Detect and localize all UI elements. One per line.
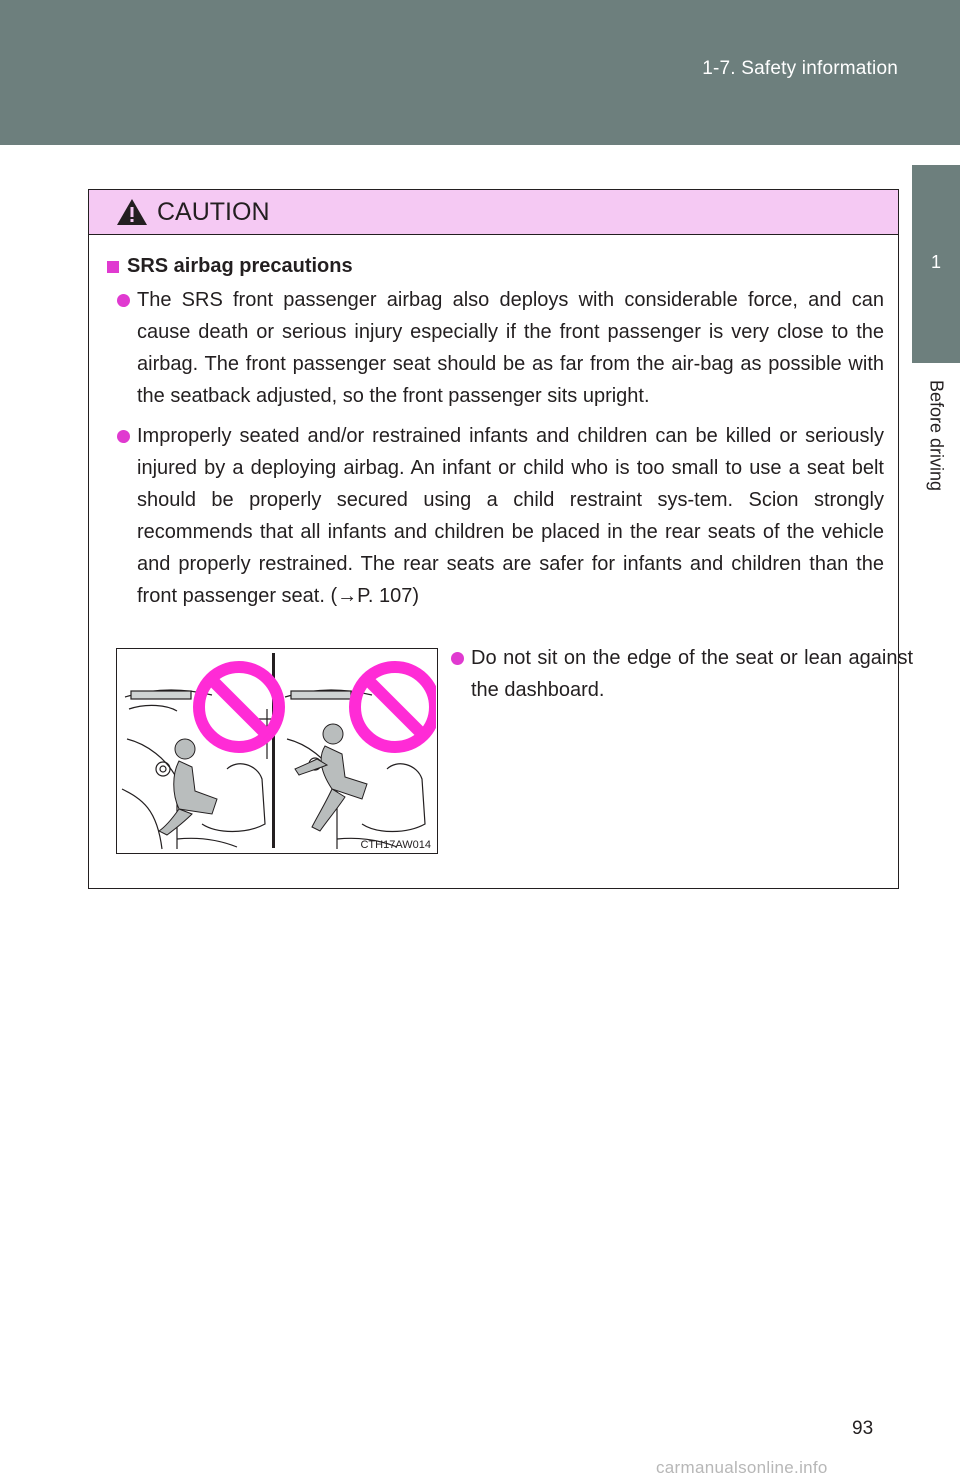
bullet-text: Improperly seated and/or restrained infants and children can be killed or seriously injured by a deploying airbag. An infant or child who is too small to use a seat belt should be properly secured using a child restraint sys-tem. Scion strongly recommends that all infants and children be placed in the rear seats of the vehicle and properly restrained. The rear seats are safer for infants and children than the front passenger seat. (→P. 107) <box>137 425 884 607</box>
caution-content <box>89 235 898 612</box>
square-bullet-icon <box>107 261 119 273</box>
subheading-text: SRS airbag precautions <box>127 255 353 277</box>
subheading <box>107 255 884 278</box>
bullet-item <box>107 284 884 412</box>
caution-header <box>89 190 898 235</box>
caution-box <box>88 189 913 889</box>
figure-bullet-text: Do not sit on the edge of the seat or lean against the dashboard. <box>471 647 913 701</box>
prohibition-sign-icon <box>355 667 435 747</box>
figure-code: CTH17AW014 <box>360 839 431 851</box>
bullet-text: The SRS front passenger airbag also deploys with considerable force, and can cause death or serious injury especially if the front passenger is very close to the airbag. The front passenger seat should be as far from the air-bag as possible with the seatback adjusted, so the front passenger sits upright. <box>137 289 884 407</box>
warning-triangle-icon <box>115 197 149 227</box>
section-title: 1-7. Safety information <box>702 58 898 79</box>
caution-label: CAUTION <box>157 197 270 226</box>
watermark: carmanualsonline.info <box>656 1458 828 1477</box>
left-person <box>159 739 217 835</box>
chapter-name: Before driving <box>926 380 947 492</box>
right-person <box>295 724 367 831</box>
bullet-dot-icon <box>117 294 130 307</box>
improper-seating-illustration <box>117 649 436 852</box>
prohibition-sign-icon <box>199 667 279 747</box>
figure-bullet <box>441 642 913 706</box>
bullet-dot-icon <box>117 430 130 443</box>
illustration <box>116 648 438 854</box>
chapter-number: 1 <box>930 252 941 272</box>
page-number: 93 <box>852 1418 874 1439</box>
bullet-dot-icon <box>451 652 464 665</box>
bullet-item <box>107 420 884 612</box>
